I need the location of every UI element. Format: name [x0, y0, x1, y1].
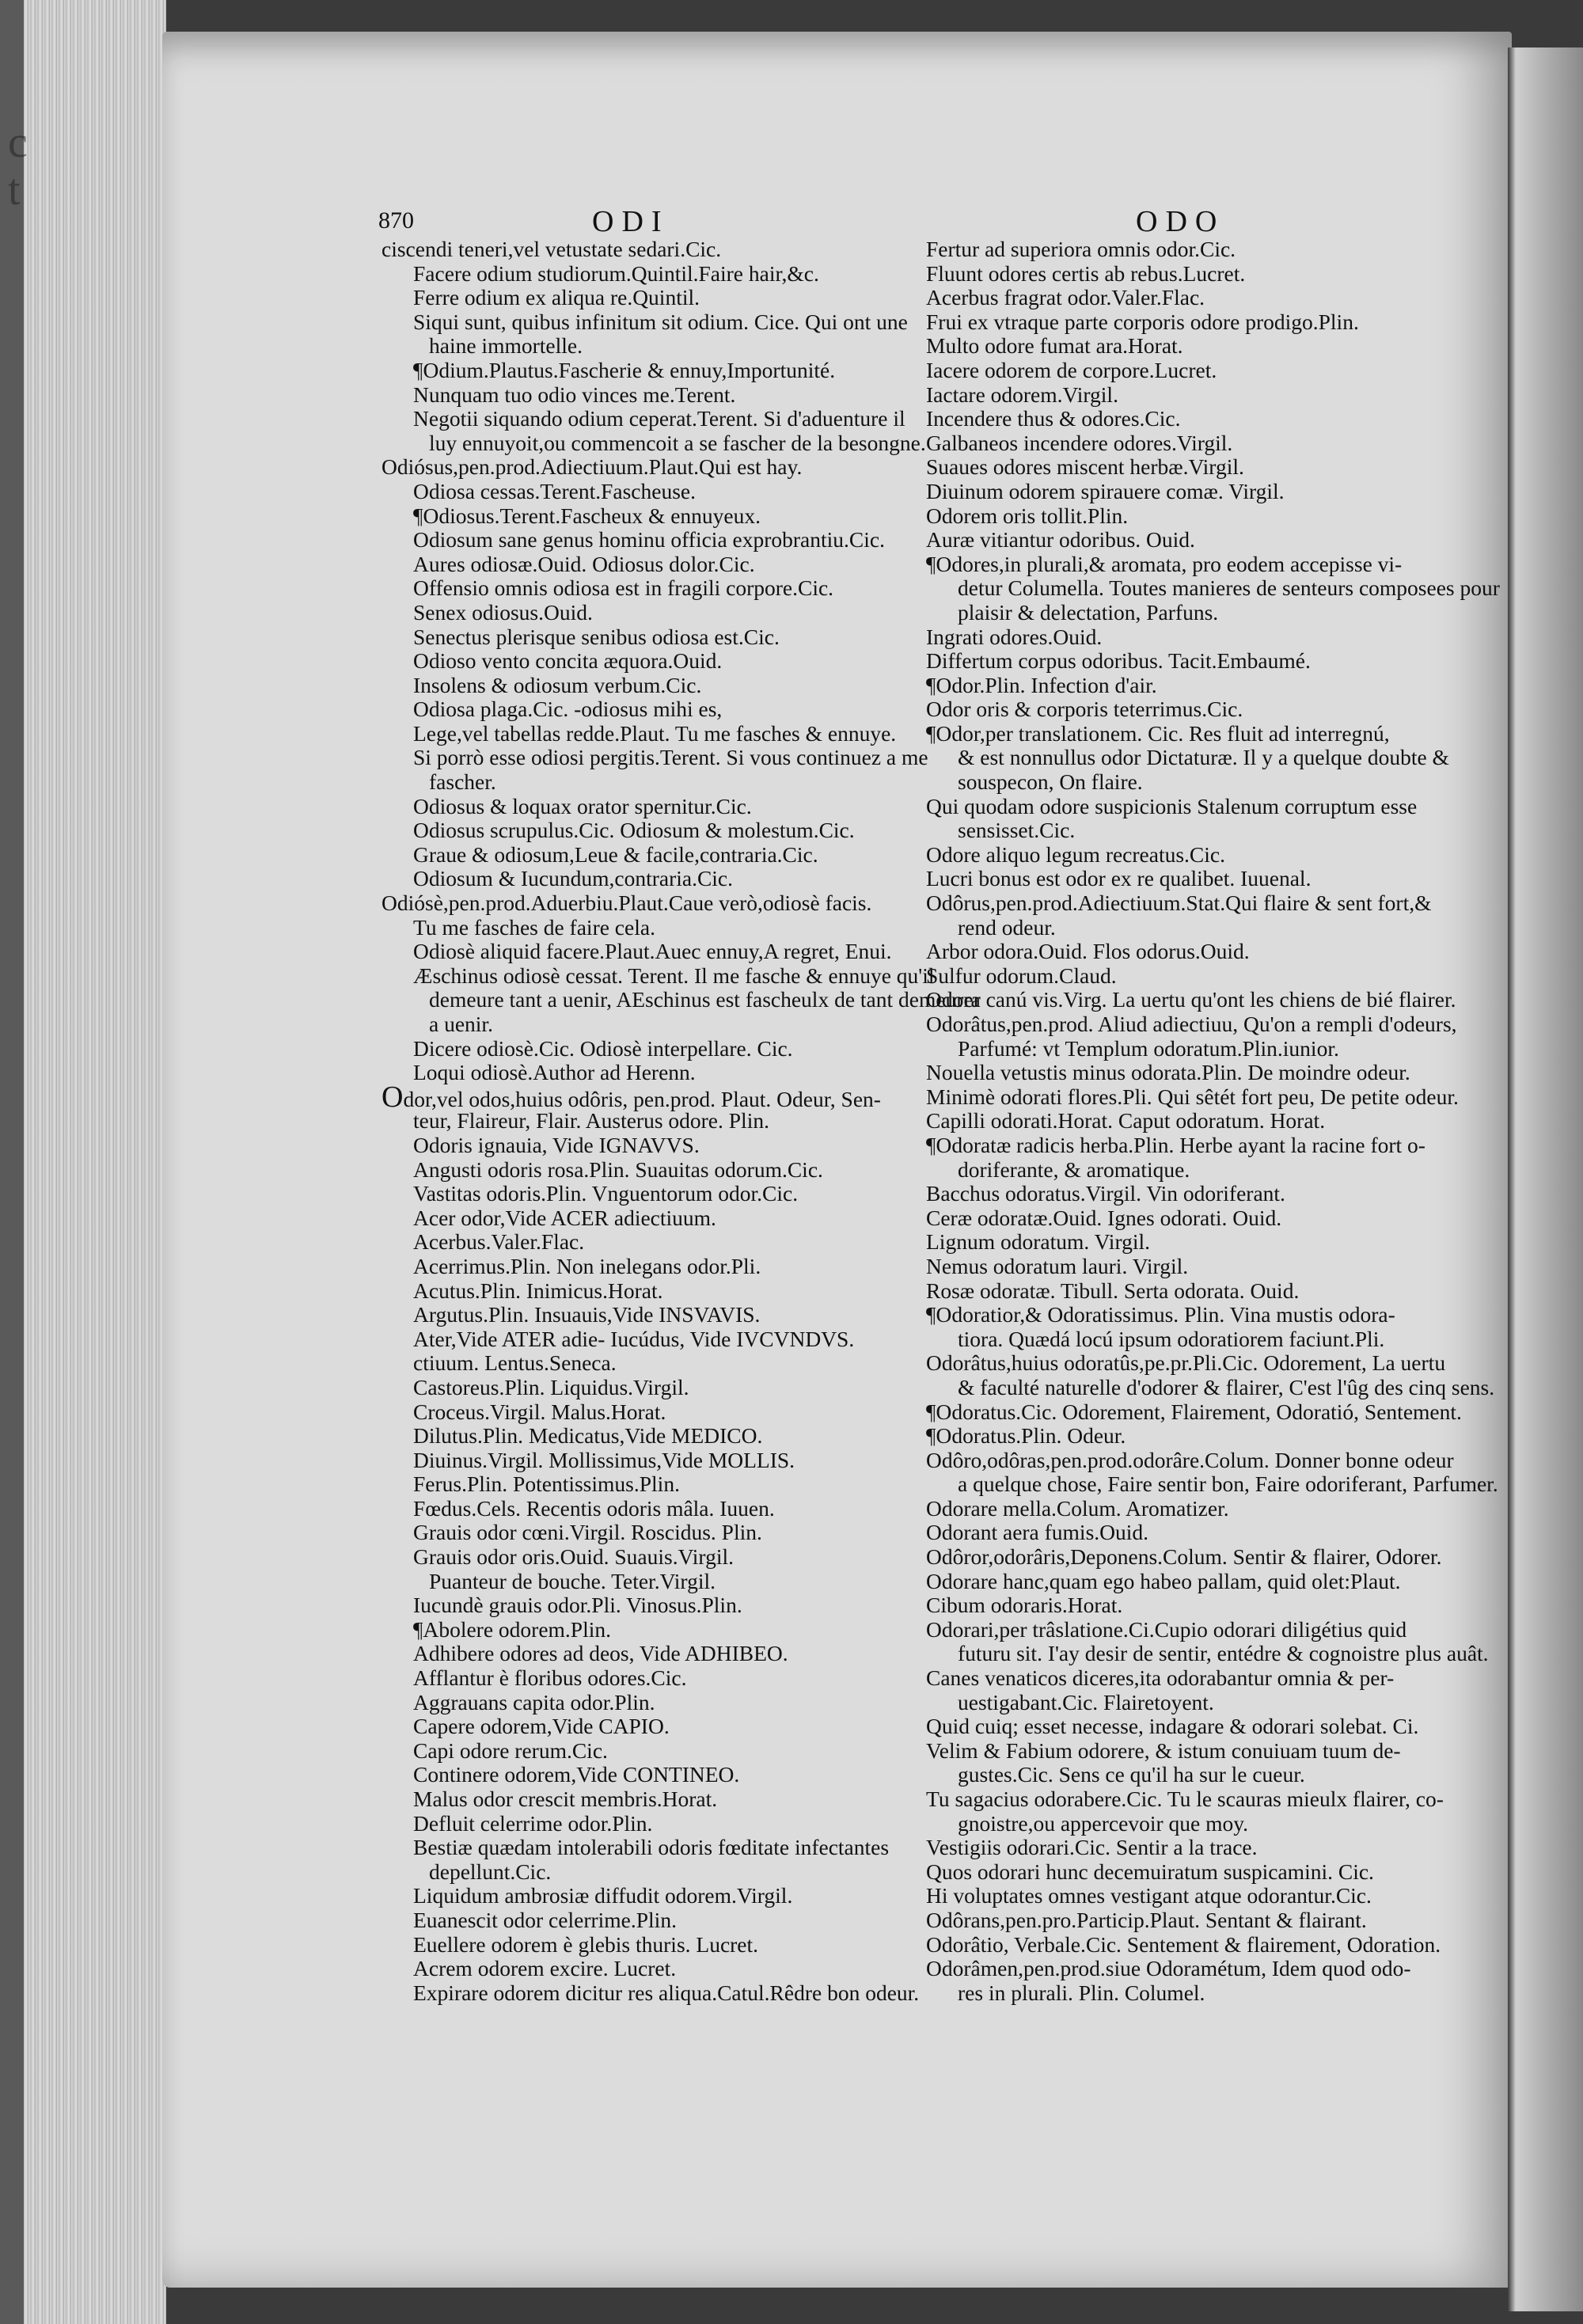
dictionary-line: Ferus.Plin. Potentissimus.Plin.	[413, 1471, 680, 1497]
dictionary-line: Æschinus odiosè cessat. Terent. Il me fasche & ennuye qu'il	[413, 963, 935, 988]
dictionary-line: depellunt.Cic.	[429, 1859, 552, 1884]
running-header-left: ODI	[592, 205, 670, 238]
dictionary-line: Minimè odorati flores.Pli. Qui sêtét fort peu, De petite odeur.	[926, 1084, 1459, 1109]
dictionary-line: Facere odium studiorum.Quintil.Faire hair,&c.	[413, 260, 819, 286]
dictionary-line: Vastitas odoris.Plin. Vnguentorum odor.Cic.	[413, 1181, 799, 1206]
dictionary-line: Malus odor crescit membris.Horat.	[413, 1787, 718, 1811]
dictionary-line: Continere odorem,Vide CONTINEO.	[413, 1762, 740, 1787]
dictionary-line: Ceræ odoratæ.Ouid. Ignes odorati. Ouid.	[926, 1205, 1282, 1230]
edge-shadow	[0, 0, 24, 2324]
dictionary-line: Suaues odores miscent herbæ.Virgil.	[926, 454, 1244, 480]
dictionary-line: ¶Odium.Plautus.Fascherie & ennuy,Importunité.	[413, 357, 836, 382]
dictionary-line: Hi voluptates omnes vestigant atque odorantur.Cic.	[926, 1883, 1372, 1908]
dictionary-line: teur, Flaireur, Flair. Austerus odore. Plin.	[413, 1108, 769, 1134]
dictionary-line: luy ennuyoit,ou commencoit a se fascher de la besongne.	[429, 430, 926, 455]
dictionary-line: & est nonnullus odor Dictaturæ. Il y a quelque doubte &	[958, 745, 1449, 770]
dictionary-line: demeure tant a uenir, AEschinus est fascheulx de tant demeurer	[429, 987, 981, 1012]
dictionary-line: Euanescit odor celerrime.Plin.	[413, 1907, 677, 1932]
dictionary-line: Iacere odorem de corpore.Lucret.	[926, 357, 1217, 382]
dictionary-line: Odiosum sane genus hominu officia exprobrantiu.Cic.	[413, 527, 885, 553]
dictionary-line: Iactare odorem.Virgil.	[926, 382, 1118, 407]
dictionary-line: Canes venaticos diceres,ita odorabantur omnia & per-	[926, 1665, 1395, 1691]
dictionary-line: Nouella vetustis minus odorata.Plin. De moindre odeur.	[926, 1060, 1410, 1085]
dictionary-line: Ater,Vide ATER adie- Iucúdus, Vide IVCVNDVS.	[413, 1326, 855, 1351]
dictionary-line: Diuinus.Virgil. Mollissimus,Vide MOLLIS.	[413, 1447, 795, 1472]
dictionary-line: Odôrans,pen.pro.Particip.Plaut. Sentant & flairant.	[926, 1907, 1367, 1932]
dictionary-line: Euellere odorem è glebis thuris. Lucret.	[413, 1931, 759, 1957]
dictionary-line: a quelque chose, Faire sentir bon, Faire odoriferant, Parfumer.	[958, 1471, 1498, 1497]
dictionary-line: Fluunt odores certis ab rebus.Lucret.	[926, 260, 1246, 286]
dictionary-line: Grauis odor oris.Ouid. Suauis.Virgil.	[413, 1544, 734, 1570]
dictionary-line: doriferante, & aromatique.	[958, 1156, 1190, 1182]
scan-mark	[8, 119, 166, 261]
scan-mark-2: t	[8, 165, 21, 215]
dictionary-line: ¶Odoratus.Plin. Odeur.	[926, 1423, 1126, 1449]
dictionary-line: ¶Abolere odorem.Plin.	[413, 1616, 611, 1642]
dictionary-line: Ferre odium ex aliqua re.Quintil.	[413, 285, 700, 310]
dictionary-line: Afflantur è floribus odores.Cic.	[413, 1665, 687, 1691]
dictionary-line: Odorâtus,huius odoratûs,pe.pr.Pli.Cic. Odorement, La uertu	[926, 1350, 1446, 1376]
dictionary-line: rend odeur.	[958, 914, 1056, 940]
dictionary-line: Croceus.Virgil. Malus.Horat.	[413, 1399, 666, 1424]
dictionary-line: Acerrimus.Plin. Non inelegans odor.Pli.	[413, 1253, 761, 1278]
dictionary-line: Sulfur odorum.Claud.	[926, 963, 1117, 988]
dictionary-line: Negotii siquando odium ceperat.Terent. Si d'aduenture il	[413, 406, 905, 431]
dictionary-line: Acer odor,Vide ACER adiectiuum.	[413, 1205, 716, 1230]
dictionary-line: Castoreus.Plin. Liquidus.Virgil.	[413, 1374, 689, 1399]
dictionary-line: Capi odore rerum.Cic.	[413, 1737, 608, 1763]
dictionary-line: detur Columella. Toutes manieres de senteurs composees pour	[958, 575, 1500, 601]
right-column	[926, 237, 1500, 2005]
dictionary-line: Vestigiis odorari.Cic. Sentir a la trace.	[926, 1835, 1258, 1860]
dictionary-line: futuru sit. I'ay desir de sentir, entédre & cognoistre plus auât.	[958, 1641, 1489, 1666]
dictionary-line: Odorem oris tollit.Plin.	[926, 503, 1129, 528]
dictionary-line: Odiosa cessas.Terent.Fascheuse.	[413, 478, 696, 503]
dictionary-line: Acutus.Plin. Inimicus.Horat.	[413, 1278, 663, 1303]
dictionary-line: Lignum odoratum. Virgil.	[926, 1229, 1151, 1255]
dictionary-line: Argutus.Plin. Insuauis,Vide INSVAVIS.	[413, 1302, 761, 1327]
dictionary-line: Odore aliquo legum recreatus.Cic.	[926, 841, 1225, 867]
dictionary-line: Aures odiosæ.Ouid. Odiosus dolor.Cic.	[413, 551, 755, 576]
dictionary-line: Diuinum odorem spirauere comæ. Virgil.	[926, 478, 1285, 503]
dictionary-line: Siqui sunt, quibus infinitum sit odium. Cice. Qui ont une	[413, 309, 908, 334]
dictionary-line: Odoris ignauia, Vide IGNAVVS.	[413, 1132, 700, 1157]
page-number: 870	[378, 207, 414, 234]
dictionary-line: ¶Odiosus.Terent.Fascheux & ennuyeux.	[413, 503, 761, 528]
dictionary-line: Incendere thus & odores.Cic.	[926, 406, 1181, 431]
dictionary-line: fascher.	[429, 769, 496, 795]
dictionary-line: tiora. Quædá locú ipsum odoratiorem faciunt.Pli.	[958, 1326, 1385, 1351]
dictionary-line: Odiosus scrupulus.Cic. Odiosum & molestum.Cic.	[413, 818, 855, 843]
dictionary-line: ¶Odor.Plin. Infection d'air.	[926, 672, 1157, 697]
dictionary-line: Odiosus & loquax orator spernitur.Cic.	[413, 793, 752, 818]
dictionary-line: ¶Odoratus.Cic. Odorement, Flairement, Odoratió, Sentement.	[926, 1399, 1462, 1424]
dictionary-line: Odor,vel odos,huius odôris, pen.prod. Plaut. Odeur, Sen-	[382, 1080, 881, 1114]
dictionary-line: Puanteur de bouche. Teter.Virgil.	[429, 1568, 716, 1593]
dictionary-line: gnoistre,ou appercevoir que moy.	[958, 1810, 1249, 1836]
dictionary-line: Odor oris & corporis teterrimus.Cic.	[926, 697, 1243, 722]
dictionary-line: Odorare mella.Colum. Aromatizer.	[926, 1495, 1229, 1521]
dictionary-line: Qui quodam odore suspicionis Stalenum corruptum esse	[926, 793, 1418, 818]
dictionary-line: Offensio omnis odiosa est in fragili corpore.Cic.	[413, 575, 834, 601]
dictionary-line: Differtum corpus odoribus. Tacit.Embaumé.	[926, 648, 1311, 674]
dictionary-line: Odiósè,pen.prod.Aduerbiu.Plaut.Caue verò,odiosè facis.	[382, 890, 872, 916]
dictionary-line: Odiosè aliquid facere.Plaut.Auec ennuy,A regret, Enui.	[413, 939, 892, 964]
dictionary-line: Fertur ad superiora omnis odor.Cic.	[926, 237, 1236, 261]
dictionary-line: Odôrus,pen.prod.Adiectiuum.Stat.Qui flaire & sent fort,&	[926, 890, 1432, 916]
dictionary-line: Odorâtus,pen.prod. Aliud adiectiuu, Qu'on a rempli d'odeurs,	[926, 1012, 1457, 1036]
page-stack-edge	[0, 0, 166, 2324]
dictionary-line: Graue & odiosum,Leue & facile,contraria.Cic.	[413, 841, 818, 867]
dictionary-line: Grauis odor cœni.Virgil. Roscidus. Plin.	[413, 1520, 762, 1545]
facing-page-edge	[1508, 47, 1583, 2311]
dictionary-line: plaisir & delectation, Parfuns.	[958, 599, 1219, 625]
dictionary-line: Loqui odiosè.Author ad Herenn.	[413, 1060, 696, 1085]
dictionary-line: Nemus odoratum lauri. Virgil.	[926, 1253, 1189, 1278]
dictionary-line: Auræ vitiantur odoribus. Ouid.	[926, 527, 1195, 553]
dictionary-line: Odôror,odorâris,Deponens.Colum. Sentir & flairer, Odorer.	[926, 1544, 1442, 1570]
dictionary-line: Adhibere odores ad deos, Vide ADHIBEO.	[413, 1641, 788, 1666]
dictionary-line: Iucundè grauis odor.Pli. Vinosus.Plin.	[413, 1593, 742, 1618]
dictionary-line: Odorâmen,pen.prod.siue Odoramétum, Idem quod odo-	[926, 1956, 1411, 1981]
dictionary-line: Odorare hanc,quam ego habeo pallam, quid olet:Plaut.	[926, 1568, 1401, 1593]
dictionary-line: uestigabant.Cic. Flairetoyent.	[958, 1689, 1214, 1715]
dictionary-line: Galbaneos incendere odores.Virgil.	[926, 430, 1233, 455]
dictionary-line: Nunquam tuo odio vinces me.Terent.	[413, 382, 736, 407]
dictionary-line: gustes.Cic. Sens ce qu'il ha sur le cueur.	[958, 1762, 1305, 1787]
dictionary-line: Frui ex vtraque parte corporis odore prodigo.Plin.	[926, 309, 1359, 334]
dictionary-line: Capere odorem,Vide CAPIO.	[413, 1714, 670, 1739]
dictionary-line: ciscendi teneri,vel vetustate sedari.Cic.	[382, 237, 722, 261]
dictionary-line: Capilli odorati.Horat. Caput odoratum. Horat.	[926, 1108, 1326, 1134]
dictionary-line: Senectus plerisque senibus odiosa est.Cic.	[413, 624, 780, 649]
dictionary-line: ctiuum. Lentus.Seneca.	[413, 1350, 617, 1376]
dictionary-line: ¶Odoratior,& Odoratissimus. Plin. Vina mustis odora-	[926, 1302, 1395, 1327]
dictionary-line: & faculté naturelle d'odorer & flairer, C'est l'ûg des cinq sens.	[958, 1374, 1495, 1399]
dictionary-line: Multo odore fumat ara.Horat.	[926, 333, 1183, 359]
dictionary-line: Liquidum ambrosiæ diffudit odorem.Virgil.	[413, 1883, 793, 1908]
dictionary-line: Tu sagacius odorabere.Cic. Tu le scauras mieulx flairer, co-	[926, 1787, 1444, 1811]
dictionary-line: ¶Odor,per translationem. Cic. Res fluit ad interregnú,	[926, 720, 1390, 746]
dictionary-line: Odiosa plaga.Cic. -odiosus mihi es,	[413, 697, 723, 722]
dictionary-line: sensisset.Cic.	[958, 818, 1076, 843]
dictionary-line: Arbor odora.Ouid. Flos odorus.Ouid.	[926, 939, 1250, 964]
dictionary-line: Odôro,odôras,pen.prod.odorâre.Colum. Donner bonne odeur	[926, 1447, 1454, 1472]
dictionary-line: haine immortelle.	[429, 333, 583, 359]
dictionary-line: Si porrò esse odiosi pergitis.Terent. Si vous continuez a me	[413, 745, 928, 770]
dictionary-line: Odioso vento concita æquora.Ouid.	[413, 648, 723, 674]
dictionary-line: Acerbus.Valer.Flac.	[413, 1229, 585, 1255]
dictionary-line: Senex odiosus.Ouid.	[413, 599, 593, 625]
dictionary-line: Angusti odoris rosa.Plin. Suauitas odorum.Cic.	[413, 1156, 823, 1182]
dictionary-line: Acrem odorem excire. Lucret.	[413, 1956, 677, 1981]
left-column	[382, 237, 981, 2005]
dictionary-line: Bestiæ quædam intolerabili odoris fœditate infectantes	[413, 1835, 890, 1860]
dictionary-line: Parfumé: vt Templum odoratum.Plin.iunior.	[958, 1035, 1339, 1061]
dictionary-line: res in plurali. Plin. Columel.	[958, 1980, 1205, 2005]
dictionary-line: Odora canú vis.Virg. La uertu qu'ont les chiens de bié flairer.	[926, 987, 1456, 1012]
scan-mark-1: c	[8, 118, 28, 167]
dictionary-line: Defluit celerrime odor.Plin.	[413, 1810, 653, 1836]
dictionary-line: Dicere odiosè.Cic. Odiosè interpellare. Cic.	[413, 1035, 793, 1061]
dictionary-line: ¶Odores,in plurali,& aromata, pro eodem accepisse vi-	[926, 551, 1403, 576]
dictionary-line: Lucri bonus est odor ex re qualibet. Iuuenal.	[926, 866, 1312, 891]
dictionary-line: souspecon, On flaire.	[958, 769, 1143, 795]
dictionary-line: Ingrati odores.Ouid.	[926, 624, 1103, 649]
dictionary-line: Odorâtio, Verbale.Cic. Sentement & flairement, Odoration.	[926, 1931, 1441, 1957]
dictionary-line: Dilutus.Plin. Medicatus,Vide MEDICO.	[413, 1423, 763, 1449]
dictionary-line: Fœdus.Cels. Recentis odoris mâla. Iuuen.	[413, 1495, 775, 1521]
dictionary-line: Cibum odoraris.Horat.	[926, 1593, 1123, 1618]
dictionary-line: Quid cuiq; esset necesse, indagare & odorari solebat. Ci.	[926, 1714, 1419, 1739]
dictionary-line: Acerbus fragrat odor.Valer.Flac.	[926, 285, 1205, 310]
dictionary-line: Expirare odorem dicitur res aliqua.Catul.Rêdre bon odeur.	[413, 1980, 920, 2005]
dictionary-line: Velim & Fabium odorere, & istum conuiuam tuum de-	[926, 1737, 1401, 1763]
dictionary-line: Odorant aera fumis.Ouid.	[926, 1520, 1149, 1545]
dictionary-line: Odiosum & Iucundum,contraria.Cic.	[413, 866, 734, 891]
dictionary-line: Tu me fasches de faire cela.	[413, 914, 655, 940]
dictionary-line: ¶Odoratæ radicis herba.Plin. Herbe ayant la racine fort o-	[926, 1132, 1425, 1157]
dictionary-line: Insolens & odiosum verbum.Cic.	[413, 672, 702, 697]
dictionary-line: a uenir.	[429, 1012, 493, 1036]
dictionary-line: Lege,vel tabellas redde.Plaut. Tu me fasches & ennuye.	[413, 720, 897, 746]
dictionary-line: Rosæ odoratæ. Tibull. Serta odorata. Ouid.	[926, 1278, 1300, 1303]
dictionary-line: Bacchus odoratus.Virgil. Vin odoriferant.	[926, 1181, 1285, 1206]
dictionary-line: Odiósus,pen.prod.Adiectiuum.Plaut.Qui est hay.	[382, 454, 803, 480]
dictionary-line: Odorari,per trâslatione.Ci.Cupio odorari diligétius quid	[926, 1616, 1407, 1642]
dictionary-line: Quos odorari hunc decemuiratum suspicamini. Cic.	[926, 1859, 1374, 1884]
dictionary-line: Aggrauans capita odor.Plin.	[413, 1689, 655, 1715]
running-header-right: ODO	[1136, 205, 1225, 238]
